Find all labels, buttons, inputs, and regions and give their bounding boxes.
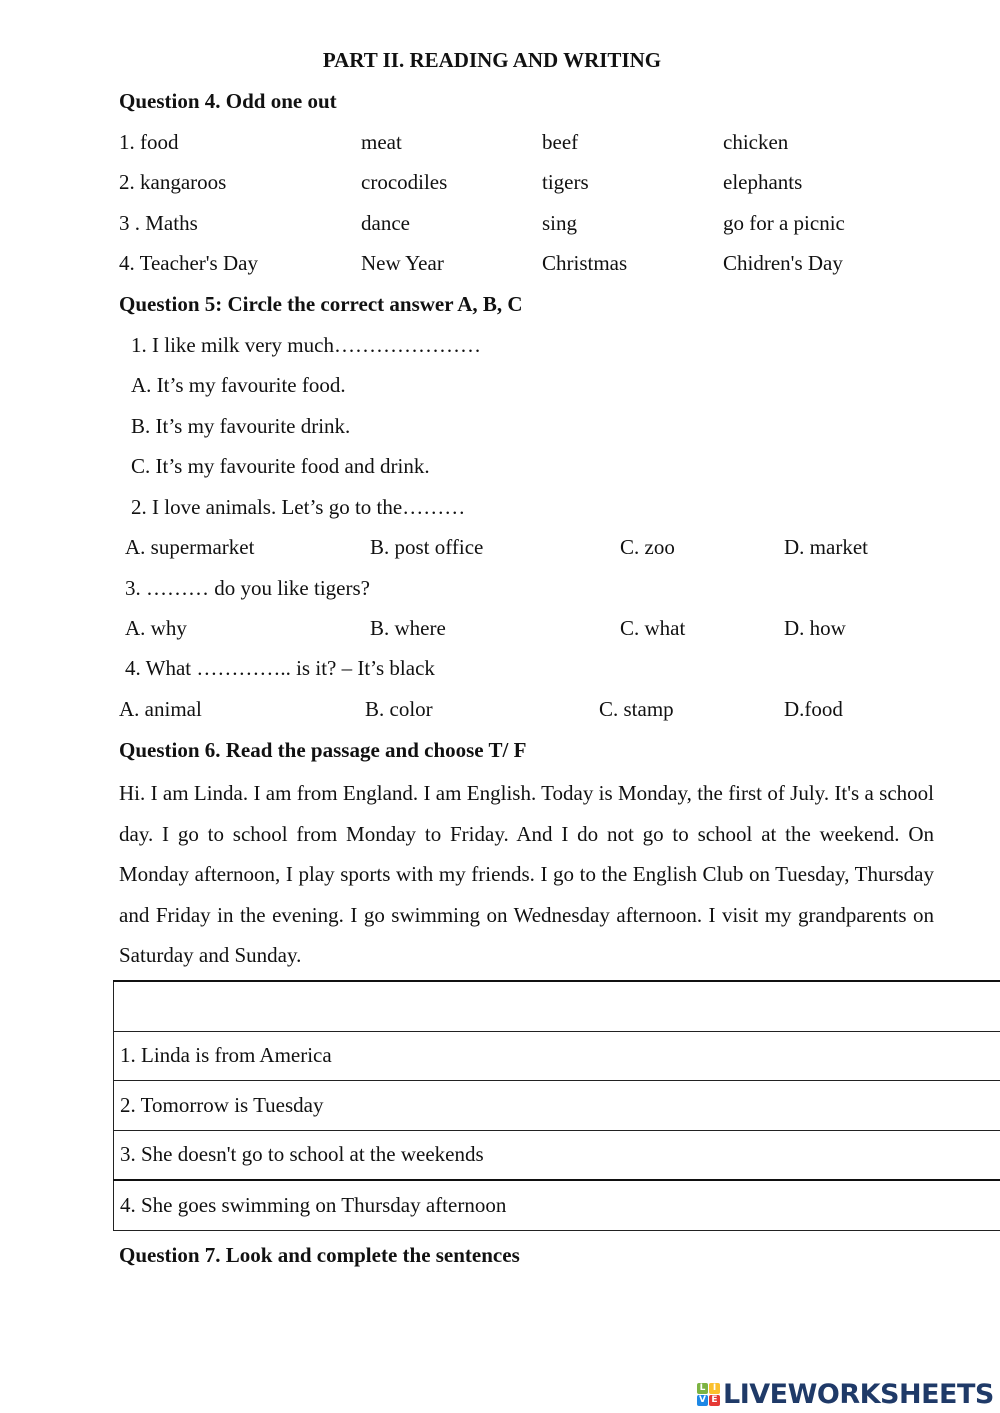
table-row	[114, 1081, 1000, 1131]
q4-row3-word2: dance	[361, 211, 410, 235]
q5-item3-option-c[interactable]: C. what	[620, 616, 686, 640]
question-6-heading: Question 6. Read the passage and choose T/ F	[119, 738, 527, 762]
q5-item1-option-a[interactable]: A. It’s my favourite food.	[131, 373, 346, 397]
table-row	[114, 1130, 1000, 1180]
table-row	[114, 1031, 1000, 1081]
q5-item2-prompt: 2. I love animals. Let’s go to the………	[131, 495, 466, 519]
question-4-heading: Question 4. Odd one out	[119, 89, 337, 113]
q5-item4-option-b[interactable]: B. color	[365, 697, 433, 721]
q5-item2-option-d[interactable]: D. market	[784, 535, 868, 559]
q4-row4-word3: Christmas	[542, 251, 628, 275]
statement-4: 4. She goes swimming on Thursday afternoon	[114, 1180, 1000, 1230]
q5-item1-option-c[interactable]: C. It’s my favourite food and drink.	[131, 454, 430, 478]
q5-item4-option-a[interactable]: A. animal	[119, 697, 202, 721]
q5-item1-prompt: 1. I like milk very much…………………	[131, 333, 481, 357]
q4-row3-word3: sing	[542, 211, 578, 235]
statement-2: 2. Tomorrow is Tuesday	[114, 1081, 1000, 1131]
q5-item2-option-a[interactable]: A. supermarket	[125, 535, 255, 559]
q5-item3-prompt: 3. ……… do you like tigers?	[125, 576, 370, 600]
q4-row2-word2: crocodiles	[361, 170, 448, 194]
q4-row2-word1: 2. kangaroos	[119, 170, 227, 194]
q4-row3-word1: 3 . Maths	[119, 211, 198, 235]
question-7-heading: Question 7. Look and complete the sentences	[119, 1243, 520, 1267]
q4-row2-word3: tigers	[542, 170, 589, 194]
table-header-row	[114, 981, 1000, 1031]
q5-item4-option-c[interactable]: C. stamp	[599, 697, 674, 721]
logo-block-e: E	[709, 1395, 720, 1406]
q4-row3-word4: go for a picnic	[723, 211, 845, 235]
logo-block-v: V	[697, 1395, 708, 1406]
q4-row2-word4: elephants	[723, 170, 803, 194]
logo-text: LIVEWORKSHEETS	[723, 1378, 994, 1410]
liveworksheets-logo	[697, 1378, 994, 1410]
statement-3: 3. She doesn't go to school at the weekends	[114, 1130, 1000, 1180]
reading-passage: Hi. I am Linda. I am from England. I am English. Today is Monday, the first of July. It's a school day. I go to school from Monday to Friday. And I do not go to school at the weekend. On Monday afternoon, I play sports with my friends. I go to the English Club on Tuesday, Thursday and Friday in the evening. I go swimming on Wednesday afternoon. I visit my grandparents on Saturday and Sunday.	[119, 781, 934, 968]
logo-block-l: L	[697, 1383, 708, 1394]
table-header-cell	[114, 981, 1000, 1031]
q5-item1-option-b[interactable]: B. It’s my favourite drink.	[131, 414, 351, 438]
q4-row4-word4: Chidren's Day	[723, 251, 843, 275]
q5-item4-prompt: 4. What ………….. is it? – It’s black	[125, 656, 435, 680]
q5-item3-option-d[interactable]: D. how	[784, 616, 846, 640]
q5-item2-option-b[interactable]: B. post office	[370, 535, 484, 559]
q4-row4-word2: New Year	[361, 251, 444, 275]
page-title: PART II. READING AND WRITING	[322, 48, 662, 72]
q4-row1-word2: meat	[361, 130, 402, 154]
table-row	[114, 1180, 1000, 1230]
logo-block-i: I	[709, 1383, 720, 1394]
statement-1: 1. Linda is from America	[114, 1031, 1000, 1081]
q4-row4-word1: 4. Teacher's Day	[119, 251, 258, 275]
q4-row1-word3: beef	[542, 130, 579, 154]
q4-row1-word1: 1. food	[119, 130, 179, 154]
q4-row1-word4: chicken	[723, 130, 789, 154]
q5-item4-option-d[interactable]: D.food	[784, 697, 843, 721]
q5-item3-option-a[interactable]: A. why	[125, 616, 187, 640]
live-blocks-icon	[697, 1383, 720, 1406]
q5-item3-option-b[interactable]: B. where	[370, 616, 446, 640]
q5-item2-option-c[interactable]: C. zoo	[620, 535, 675, 559]
true-false-table	[113, 980, 1000, 1231]
question-5-heading: Question 5: Circle the correct answer A, B, C	[119, 292, 523, 316]
